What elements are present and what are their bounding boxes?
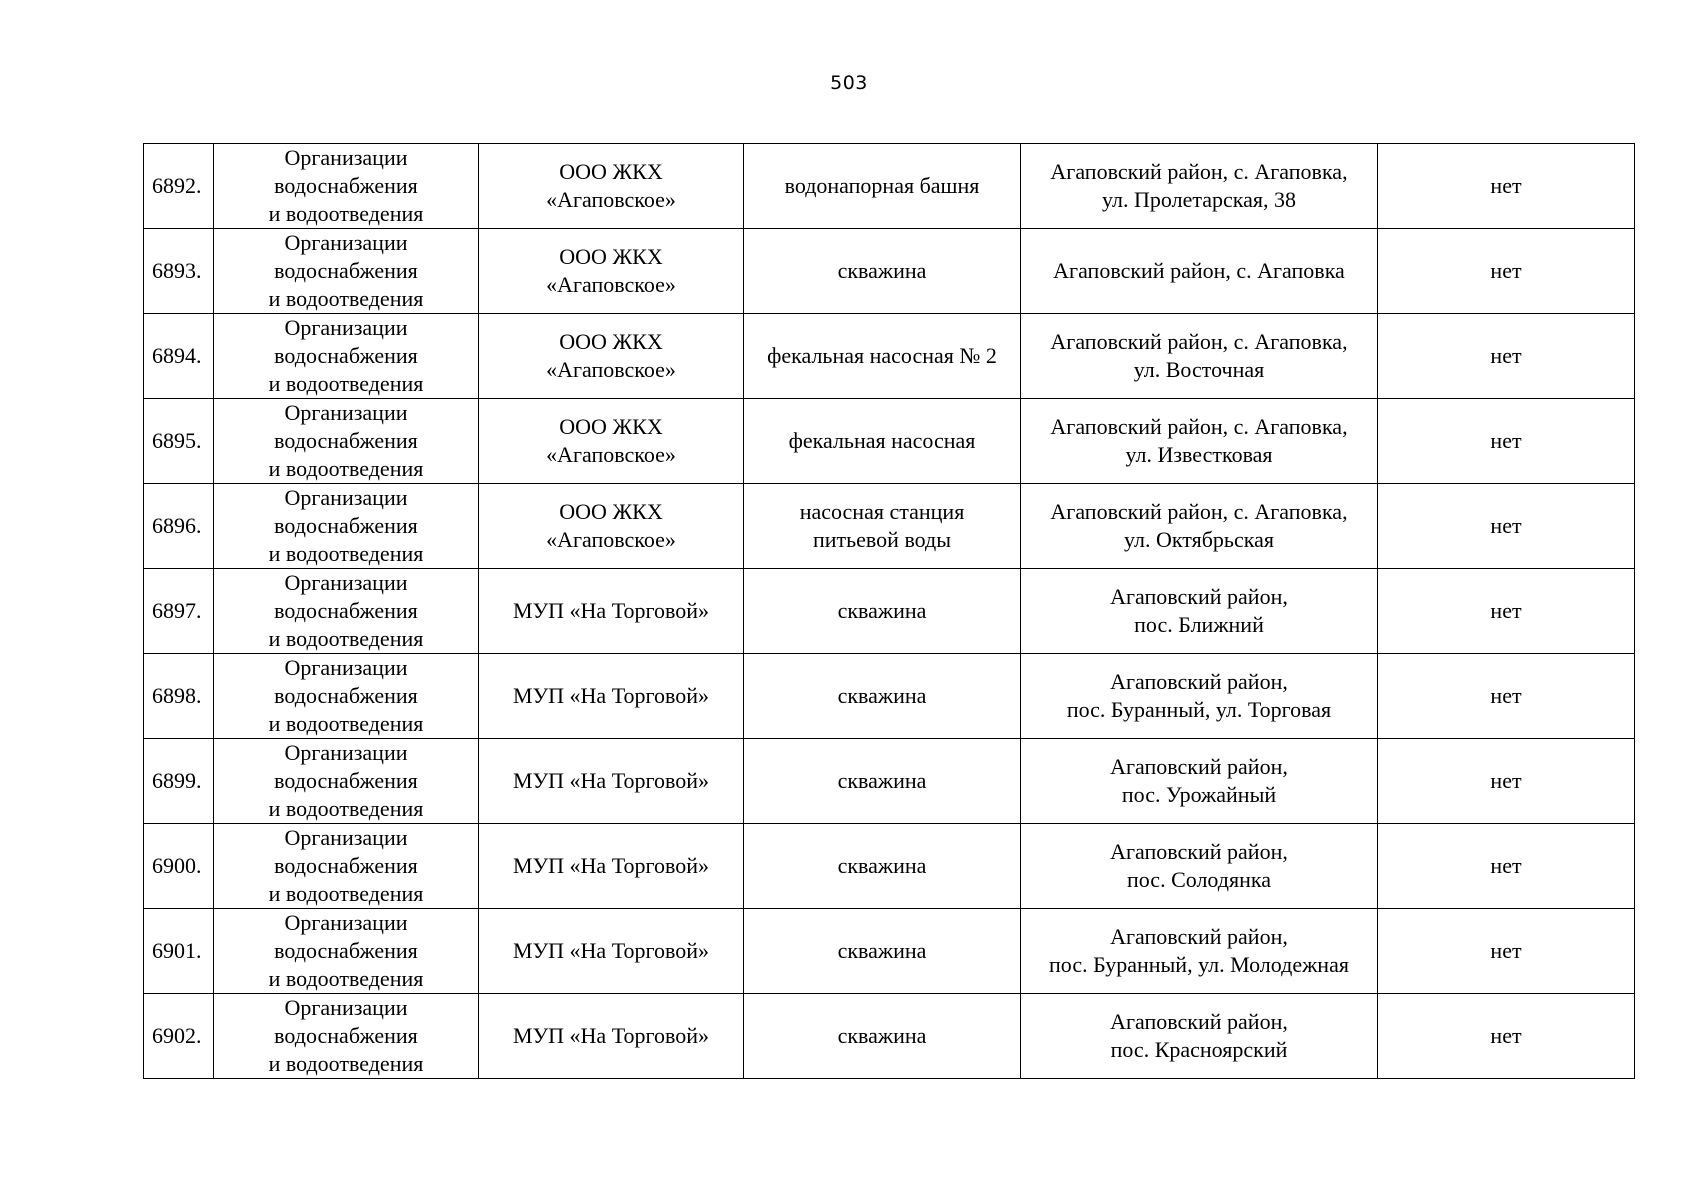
organization-line: МУП «На Торговой» xyxy=(513,598,709,623)
status-cell: нет xyxy=(1378,229,1635,314)
organization-line: ООО ЖКХ xyxy=(559,159,663,184)
table-row xyxy=(144,569,1635,654)
status-cell: нет xyxy=(1378,739,1635,824)
address-cell xyxy=(1021,569,1378,654)
page-number: 503 xyxy=(830,72,868,94)
category-cell xyxy=(214,144,479,229)
address-cell xyxy=(1021,484,1378,569)
category-cell xyxy=(214,569,479,654)
table-row xyxy=(144,994,1635,1079)
object-line: фекальная насосная xyxy=(788,428,976,453)
object-line: скважина xyxy=(837,853,927,878)
status-cell: нет xyxy=(1378,909,1635,994)
address-cell xyxy=(1021,824,1378,909)
organization-line: МУП «На Торговой» xyxy=(513,938,709,963)
category-line: водоснабжения xyxy=(274,938,418,963)
object-line: скважина xyxy=(837,768,927,793)
organization-cell xyxy=(479,994,744,1079)
organization-line: «Агаповское» xyxy=(546,527,676,552)
category-line: Организации xyxy=(284,400,408,425)
object-line: фекальная насосная № 2 xyxy=(767,343,997,368)
row-number-cell: 6900. xyxy=(144,824,214,909)
address-cell xyxy=(1021,739,1378,824)
category-line: и водоотведения xyxy=(268,541,424,566)
address-line: пос. Солодянка xyxy=(1126,867,1272,892)
category-line: Организации xyxy=(284,230,408,255)
table-row xyxy=(144,399,1635,484)
category-line: Организации xyxy=(284,740,408,765)
address-line: Агаповский район, xyxy=(1110,924,1288,949)
address-cell xyxy=(1021,994,1378,1079)
category-line: водоснабжения xyxy=(274,683,418,708)
address-line: Агаповский район, с. Агаповка, xyxy=(1050,329,1348,354)
address-line: ул. Октябрьская xyxy=(1124,527,1274,552)
object-line: скважина xyxy=(837,1023,927,1048)
row-number-cell: 6897. xyxy=(144,569,214,654)
object-line: скважина xyxy=(837,683,927,708)
category-cell xyxy=(214,229,479,314)
address-line: пос. Буранный, ул. Торговая xyxy=(1066,697,1332,722)
status-cell: нет xyxy=(1378,994,1635,1079)
table-row xyxy=(144,654,1635,739)
address-line: Агаповский район, xyxy=(1110,754,1288,779)
address-line: пос. Красноярский xyxy=(1110,1037,1288,1062)
category-line: водоснабжения xyxy=(274,258,418,283)
object-cell xyxy=(744,399,1021,484)
address-line: пос. Буранный, ул. Молодежная xyxy=(1049,952,1349,977)
object-cell xyxy=(744,229,1021,314)
organization-line: «Агаповское» xyxy=(546,272,676,297)
category-line: и водоотведения xyxy=(268,881,424,906)
object-cell xyxy=(744,314,1021,399)
category-line: и водоотведения xyxy=(268,711,424,736)
address-cell xyxy=(1021,229,1378,314)
object-cell xyxy=(744,739,1021,824)
category-cell xyxy=(214,739,479,824)
object-cell xyxy=(744,909,1021,994)
category-line: и водоотведения xyxy=(268,371,424,396)
status-cell: нет xyxy=(1378,484,1635,569)
row-number-cell: 6899. xyxy=(144,739,214,824)
status-cell: нет xyxy=(1378,314,1635,399)
address-line: Агаповский район, с. Агаповка xyxy=(1053,258,1345,283)
table-row xyxy=(144,484,1635,569)
category-line: Организации xyxy=(284,655,408,680)
organization-cell xyxy=(479,739,744,824)
row-number-cell: 6893. xyxy=(144,229,214,314)
category-line: и водоотведения xyxy=(268,456,424,481)
category-cell xyxy=(214,994,479,1079)
category-cell xyxy=(214,909,479,994)
address-line: Агаповский район, с. Агаповка, xyxy=(1050,414,1348,439)
organization-cell xyxy=(479,314,744,399)
category-line: Организации xyxy=(284,570,408,595)
organization-cell xyxy=(479,569,744,654)
category-line: Организации xyxy=(284,485,408,510)
category-line: и водоотведения xyxy=(268,201,424,226)
organization-cell xyxy=(479,144,744,229)
registry-table xyxy=(143,143,1635,1079)
category-cell xyxy=(214,314,479,399)
status-cell: нет xyxy=(1378,824,1635,909)
category-line: и водоотведения xyxy=(268,626,424,651)
object-cell xyxy=(744,144,1021,229)
address-cell xyxy=(1021,314,1378,399)
category-line: Организации xyxy=(284,910,408,935)
address-line: ул. Известковая xyxy=(1125,442,1273,467)
table-row xyxy=(144,314,1635,399)
category-line: водоснабжения xyxy=(274,1023,418,1048)
address-cell xyxy=(1021,654,1378,739)
organization-cell xyxy=(479,654,744,739)
category-line: водоснабжения xyxy=(274,768,418,793)
object-cell xyxy=(744,654,1021,739)
organization-line: ООО ЖКХ xyxy=(559,499,663,524)
object-cell xyxy=(744,824,1021,909)
organization-cell xyxy=(479,909,744,994)
category-cell xyxy=(214,654,479,739)
row-number-cell: 6895. xyxy=(144,399,214,484)
object-line: водонапорная башня xyxy=(784,173,980,198)
object-line: питьевой воды xyxy=(812,527,952,552)
organization-line: «Агаповское» xyxy=(546,187,676,212)
table-row xyxy=(144,229,1635,314)
object-line: насосная станция xyxy=(799,499,965,524)
status-cell: нет xyxy=(1378,569,1635,654)
category-line: и водоотведения xyxy=(268,966,424,991)
category-line: и водоотведения xyxy=(268,286,424,311)
organization-line: МУП «На Торговой» xyxy=(513,768,709,793)
organization-cell xyxy=(479,824,744,909)
address-line: Агаповский район, xyxy=(1110,584,1288,609)
address-line: ул. Восточная xyxy=(1133,357,1265,382)
address-line: Агаповский район, xyxy=(1110,669,1288,694)
category-line: Организации xyxy=(284,995,408,1020)
address-cell xyxy=(1021,399,1378,484)
category-line: водоснабжения xyxy=(274,428,418,453)
address-line: Агаповский район, xyxy=(1110,839,1288,864)
category-line: водоснабжения xyxy=(274,173,418,198)
organization-line: «Агаповское» xyxy=(546,442,676,467)
category-line: водоснабжения xyxy=(274,343,418,368)
address-line: ул. Пролетарская, 38 xyxy=(1101,187,1296,212)
category-line: водоснабжения xyxy=(274,513,418,538)
row-number-cell: 6892. xyxy=(144,144,214,229)
table-row xyxy=(144,824,1635,909)
row-number-cell: 6901. xyxy=(144,909,214,994)
row-number-cell: 6902. xyxy=(144,994,214,1079)
category-line: и водоотведения xyxy=(268,796,424,821)
address-line: пос. Ближний xyxy=(1134,612,1264,637)
organization-line: МУП «На Торговой» xyxy=(513,1023,709,1048)
status-cell: нет xyxy=(1378,654,1635,739)
row-number-cell: 6898. xyxy=(144,654,214,739)
organization-cell xyxy=(479,229,744,314)
address-line: пос. Урожайный xyxy=(1121,782,1277,807)
table-body xyxy=(144,144,1635,1079)
address-line: Агаповский район, xyxy=(1110,1009,1288,1034)
address-line: Агаповский район, с. Агаповка, xyxy=(1050,499,1348,524)
row-number-cell: 6896. xyxy=(144,484,214,569)
category-line: водоснабжения xyxy=(274,853,418,878)
category-cell xyxy=(214,484,479,569)
organization-line: ООО ЖКХ xyxy=(559,329,663,354)
category-line: Организации xyxy=(284,315,408,340)
status-cell: нет xyxy=(1378,399,1635,484)
object-cell xyxy=(744,484,1021,569)
category-line: водоснабжения xyxy=(274,598,418,623)
object-line: скважина xyxy=(837,258,927,283)
category-cell xyxy=(214,824,479,909)
object-line: скважина xyxy=(837,938,927,963)
table-row xyxy=(144,909,1635,994)
organization-cell xyxy=(479,484,744,569)
object-line: скважина xyxy=(837,598,927,623)
category-cell xyxy=(214,399,479,484)
category-line: Организации xyxy=(284,825,408,850)
object-cell xyxy=(744,994,1021,1079)
organization-line: ООО ЖКХ xyxy=(559,244,663,269)
organization-cell xyxy=(479,399,744,484)
row-number-cell: 6894. xyxy=(144,314,214,399)
address-cell xyxy=(1021,909,1378,994)
address-line: Агаповский район, с. Агаповка, xyxy=(1050,159,1348,184)
organization-line: МУП «На Торговой» xyxy=(513,853,709,878)
organization-line: «Агаповское» xyxy=(546,357,676,382)
organization-line: ООО ЖКХ xyxy=(559,414,663,439)
status-cell: нет xyxy=(1378,144,1635,229)
organization-line: МУП «На Торговой» xyxy=(513,683,709,708)
table-row xyxy=(144,144,1635,229)
table-row xyxy=(144,739,1635,824)
object-cell xyxy=(744,569,1021,654)
category-line: Организации xyxy=(284,145,408,170)
address-cell xyxy=(1021,144,1378,229)
category-line: и водоотведения xyxy=(268,1051,424,1076)
